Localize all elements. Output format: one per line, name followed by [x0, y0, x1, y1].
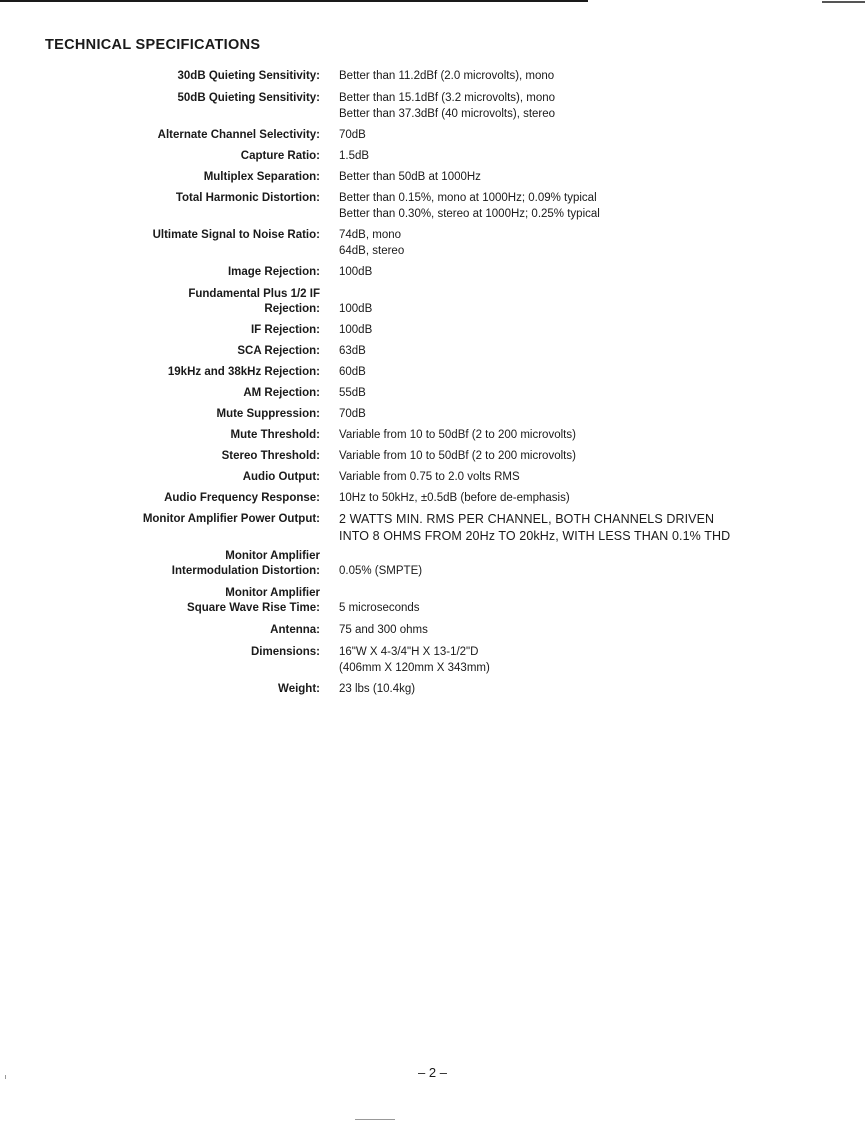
spec-label-line: Multiplex Separation: [203, 171, 320, 183]
spec-label [0, 90, 320, 106]
spec-label-line: Mute Suppression: [216, 408, 320, 420]
spec-label-line: 50dB Quieting Sensitivity: [177, 92, 320, 104]
spec-label-line: Mute Threshold: [230, 429, 320, 441]
spec-value-line: 60dB [339, 366, 366, 378]
spec-label-line: Rejection: [264, 303, 320, 315]
spec-value-line: 2 WATTS MIN. RMS PER CHANNEL, BOTH CHANNELS DRIVEN [339, 512, 715, 526]
spec-value [339, 469, 839, 485]
spec-label [0, 644, 320, 660]
spec-label [0, 322, 320, 338]
spec-label [0, 385, 320, 401]
spec-value-line: Better than 37.3dBf (40 microvolts), stereo [339, 108, 556, 120]
spec-value [339, 563, 839, 579]
spec-value-line: 70dB [339, 129, 366, 141]
spec-value-line: Better than 50dB at 1000Hz [339, 171, 481, 183]
spec-value [339, 169, 839, 185]
spec-label-line: Antenna: [270, 624, 320, 636]
spec-label [0, 169, 320, 185]
spec-value [339, 127, 839, 143]
spec-label-line: AM Rejection: [243, 387, 320, 399]
spec-label [0, 427, 320, 443]
spec-label-line: Dimensions: [250, 646, 320, 658]
spec-value [339, 644, 839, 676]
spec-value-line: 10Hz to 50kHz, ±0.5dB (before de-emphasis) [339, 492, 570, 504]
spec-value-line: Variable from 0.75 to 2.0 volts RMS [339, 471, 520, 483]
spec-value-line: 23 lbs (10.4kg) [339, 683, 416, 695]
spec-value [339, 511, 839, 544]
spec-label [0, 448, 320, 464]
spec-value-line: 100dB [339, 266, 373, 278]
spec-label [0, 127, 320, 143]
spec-value [339, 190, 839, 222]
spec-value [339, 322, 839, 338]
spec-label-line: Intermodulation Distortion: [171, 565, 320, 577]
spec-value-line: (406mm X 120mm X 343mm) [339, 662, 490, 674]
spec-value [339, 600, 839, 616]
spec-value-line: 64dB, stereo [339, 245, 405, 257]
spec-value [339, 385, 839, 401]
spec-value-line: 100dB [339, 324, 373, 336]
spec-label [0, 343, 320, 359]
spec-value [339, 90, 839, 122]
spec-value [339, 148, 839, 164]
spec-label [0, 622, 320, 638]
spec-label-line: Square Wave Rise Time: [187, 602, 320, 614]
spec-label [0, 190, 320, 206]
spec-label [0, 681, 320, 697]
spec-label [0, 511, 320, 527]
page-title: TECHNICAL SPECIFICATIONS [45, 37, 261, 53]
spec-value-line: 5 microseconds [339, 602, 420, 614]
spec-value [339, 343, 839, 359]
spec-value [339, 68, 839, 84]
scan-speck [355, 1119, 395, 1120]
spec-value-line: Better than 11.2dBf (2.0 microvolts), mono [339, 70, 555, 82]
spec-label-line: Audio Frequency Response: [164, 492, 320, 504]
spec-label [0, 68, 320, 84]
spec-label-line: Ultimate Signal to Noise Ratio: [152, 229, 320, 241]
spec-label [0, 469, 320, 485]
spec-label-line: Total Harmonic Distortion: [175, 192, 320, 204]
spec-value-line: 1.5dB [339, 150, 370, 162]
spec-value-line: Better than 15.1dBf (3.2 microvolts), mono [339, 92, 556, 104]
spec-value [339, 448, 839, 464]
spec-label-line: 19kHz and 38kHz Rejection: [167, 366, 320, 378]
spec-value-line: Better than 0.15%, mono at 1000Hz; 0.09% typical [339, 192, 597, 204]
scan-speck [5, 1075, 6, 1079]
spec-value [339, 227, 839, 259]
spec-label-line: Audio Output: [242, 471, 320, 483]
spec-label-line: Image Rejection: [227, 266, 320, 278]
spec-label-line: Alternate Channel Selectivity: [157, 129, 320, 141]
spec-label-line: SCA Rejection: [237, 345, 320, 357]
spec-value-line: 70dB [339, 408, 366, 420]
spec-value-line: 55dB [339, 387, 366, 399]
spec-label-line: Capture Ratio: [240, 150, 320, 162]
spec-value-line: INTO 8 OHMS FROM 20Hz TO 20kHz, WITH LESS THAN 0.1% THD [339, 528, 731, 543]
spec-value-line: 63dB [339, 345, 366, 357]
spec-label [0, 148, 320, 164]
spec-value-line: Variable from 10 to 50dBf (2 to 200 microvolts) [339, 450, 576, 462]
spec-label [0, 264, 320, 280]
spec-value-line: 100dB [339, 303, 373, 315]
spec-label-line: Stereo Threshold: [221, 450, 320, 462]
spec-value [339, 681, 839, 697]
spec-value-line: Better than 0.30%, stereo at 1000Hz; 0.25% typical [339, 208, 600, 220]
spec-label-line: Monitor Amplifier [225, 587, 320, 599]
page-number: – 2 – [418, 1065, 447, 1080]
spec-label [0, 406, 320, 422]
spec-value-line: 0.05% (SMPTE) [339, 565, 423, 577]
spec-label-line: Monitor Amplifier Power Output: [142, 513, 320, 525]
spec-label-line: Weight: [278, 683, 320, 695]
spec-label [0, 490, 320, 506]
top-edge-rule-fragment [822, 1, 865, 3]
spec-value [339, 622, 839, 638]
spec-label-line: 30dB Quieting Sensitivity: [177, 70, 320, 82]
spec-label-line: IF Rejection: [250, 324, 320, 336]
spec-value [339, 364, 839, 380]
spec-value-line: 16"W X 4-3/4"H X 13-1/2"D [339, 646, 479, 658]
spec-label [0, 364, 320, 380]
spec-value-line: Variable from 10 to 50dBf (2 to 200 microvolts) [339, 429, 576, 441]
spec-value-line: 75 and 300 ohms [339, 624, 428, 636]
spec-value [339, 427, 839, 443]
spec-label-line: Monitor Amplifier [225, 550, 320, 562]
spec-label [0, 227, 320, 243]
spec-value [339, 301, 839, 317]
top-edge-rule [0, 0, 588, 2]
spec-value-line: 74dB, mono [339, 229, 402, 241]
spec-value [339, 490, 839, 506]
spec-value [339, 264, 839, 280]
spec-value [339, 406, 839, 422]
spec-label-line: Fundamental Plus 1/2 IF [188, 288, 320, 300]
